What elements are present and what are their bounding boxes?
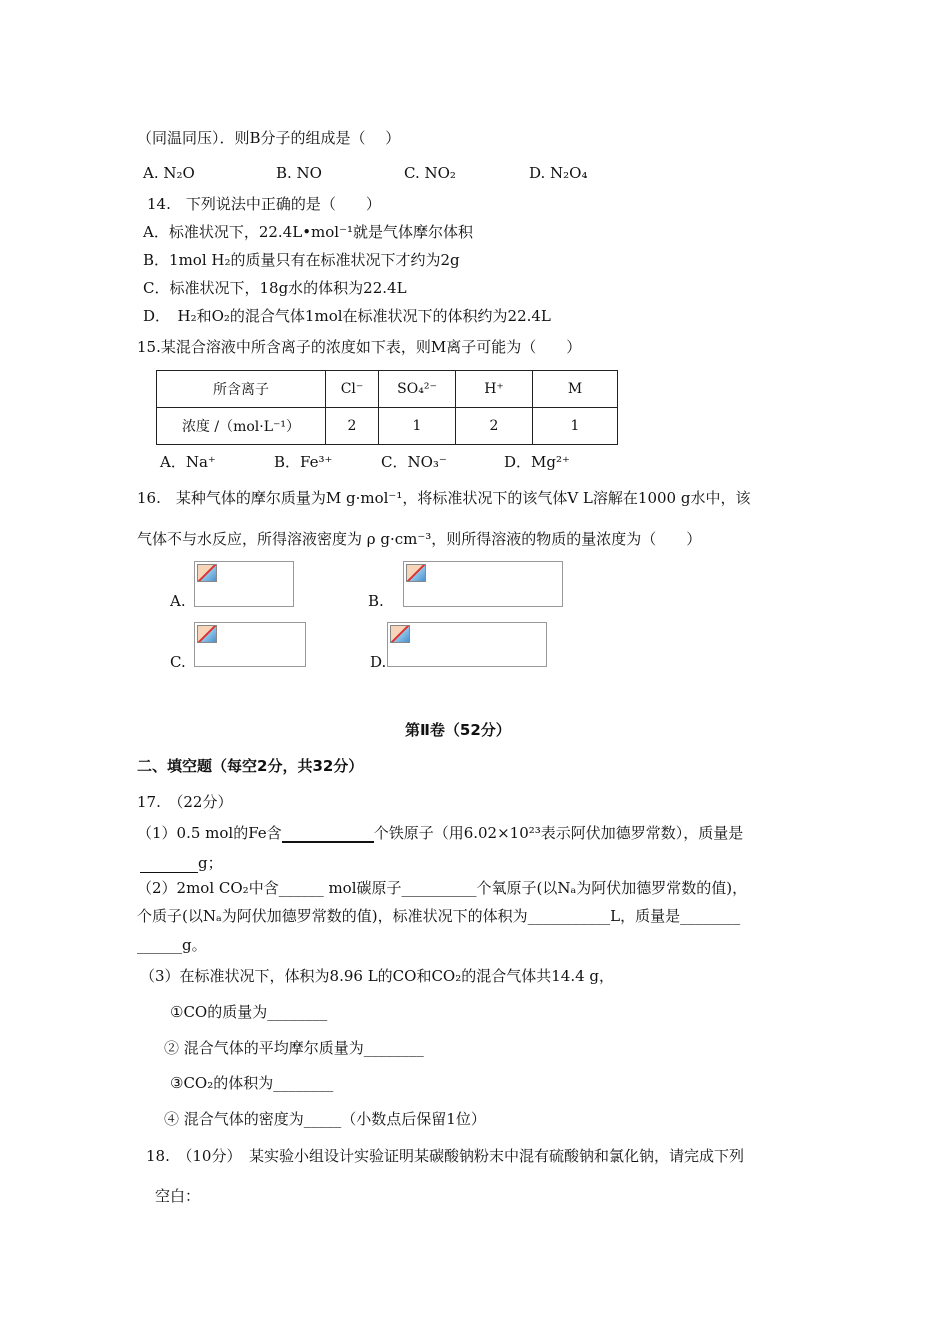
q17-part1-line xyxy=(137,823,743,843)
q17-part1-line-2 xyxy=(140,853,223,873)
q14-option-d: D． H₂和O₂的混合气体1mol在标准状况下的体积约为22.4L xyxy=(143,307,551,325)
table-cell: 1 xyxy=(379,408,456,445)
q17-sub-1: ①CO的质量为________ xyxy=(170,1003,328,1021)
image-placeholder-icon xyxy=(390,625,410,643)
q13-option-a: A. N₂O xyxy=(143,164,195,182)
q17-part1-text-b: 个铁原子（用6.02×10²³表示阿伏加德罗常数），质量是 xyxy=(373,824,744,842)
ion-concentration-table xyxy=(156,370,618,445)
answer-blank[interactable] xyxy=(282,827,374,843)
q17-part3: （3）在标准状况下，体积为8.96 L的CO和CO₂的混合气体共14.4 g， xyxy=(140,967,615,985)
formula-image-a xyxy=(194,561,294,607)
q13-option-d: D. N₂O₄ xyxy=(529,164,588,182)
q16-line-1: 16. 某种气体的摩尔质量为M g·mol⁻¹，将标准状况下的该气体V L溶解在1000 g水中，该 xyxy=(137,489,751,507)
q17-stem: 17. （22分） xyxy=(137,793,233,811)
formula-image-c xyxy=(194,622,306,667)
q15-option-c: C．NO₃⁻ xyxy=(381,453,447,471)
table-cell: M xyxy=(533,371,618,408)
q15-stem: 15.某混合溶液中所含离子的浓度如下表，则M离子可能为（ ） xyxy=(137,338,582,356)
q16-label-b: B. xyxy=(368,592,384,610)
q13-option-b: B. NO xyxy=(276,164,322,182)
formula-image-d xyxy=(387,622,547,667)
table-header-row xyxy=(157,371,618,408)
q17-part1-text-a: （1）0.5 mol的Fe含 xyxy=(137,824,282,842)
q17-part2-line-3: ______g。 xyxy=(137,936,207,954)
q16-label-d: D. xyxy=(370,653,387,671)
answer-blank[interactable] xyxy=(140,858,198,873)
table-cell: Cl⁻ xyxy=(326,371,379,408)
q13-stem-tail: （同温同压）．则B分子的组成是（ ） xyxy=(137,129,401,147)
q16-label-a: A. xyxy=(170,592,186,610)
q18-line-2: 空白： xyxy=(155,1187,201,1205)
image-placeholder-icon xyxy=(406,564,426,582)
section-heading: 二、填空题（每空2分，共32分） xyxy=(137,757,364,775)
table-cell: 2 xyxy=(456,408,533,445)
table-cell: 2 xyxy=(326,408,379,445)
q17-part1-text-c: g； xyxy=(198,854,223,872)
q16-label-c: C. xyxy=(170,653,186,671)
image-placeholder-icon xyxy=(197,625,217,643)
q15-option-a: A．Na⁺ xyxy=(160,453,216,471)
q17-part2-line-1: （2）2mol CO₂中含______ mol碳原子__________个氧原子(以Nₐ为阿伏加德罗常数的值)， xyxy=(137,879,748,897)
table-cell: H⁺ xyxy=(456,371,533,408)
table-cell: 浓度 /（mol·L⁻¹） xyxy=(157,408,326,445)
q14-option-c: C．标准状况下，18g水的体积为22.4L xyxy=(143,279,407,297)
q14-option-b: B．1mol H₂的质量只有在标准状况下才约为2g xyxy=(143,251,460,269)
table-row xyxy=(157,408,618,445)
q15-option-d: D．Mg²⁺ xyxy=(504,453,570,471)
q17-part2-line-2: 个质子(以Nₐ为阿伏加德罗常数的值)，标准状况下的体积为___________L，质量是________ xyxy=(137,907,741,925)
q17-sub-4: ④ 混合气体的密度为_____（小数点后保留1位） xyxy=(164,1110,486,1128)
q13-option-c: C. NO₂ xyxy=(404,164,456,182)
q18-line-1: 18. （10分） 某实验小组设计实验证明某碳酸钠粉末中混有硫酸钠和氯化钠，请完成下列 xyxy=(146,1147,744,1165)
table-cell: SO₄²⁻ xyxy=(379,371,456,408)
q14-stem: 14. 下列说法中正确的是（ ） xyxy=(147,195,381,213)
image-placeholder-icon xyxy=(197,564,217,582)
table-cell: 所含离子 xyxy=(157,371,326,408)
table-cell: 1 xyxy=(533,408,618,445)
q14-option-a: A．标准状况下，22.4L•mol⁻¹就是气体摩尔体积 xyxy=(143,223,474,241)
q17-sub-2: ② 混合气体的平均摩尔质量为________ xyxy=(164,1039,424,1057)
formula-image-b xyxy=(403,561,563,607)
q16-line-2: 气体不与水反应，所得溶液密度为 ρ g·cm⁻³，则所得溶液的物质的量浓度为（ ） xyxy=(137,530,702,548)
q15-option-b: B．Fe³⁺ xyxy=(274,453,333,471)
q17-sub-3: ③CO₂的体积为________ xyxy=(170,1074,334,1092)
section-title: 第Ⅱ卷（52分） xyxy=(405,721,511,739)
